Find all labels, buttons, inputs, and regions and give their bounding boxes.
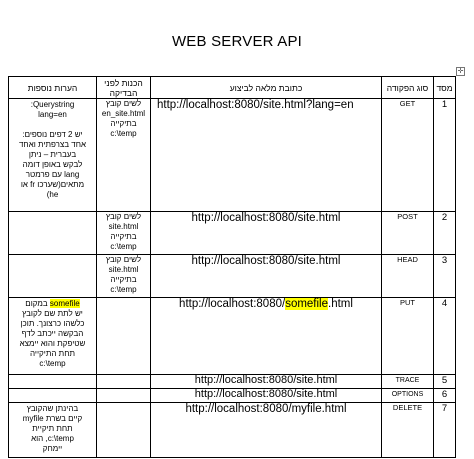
note-line: לבקש באופן דומה (22, 160, 83, 169)
preparation-notes (97, 403, 151, 458)
row-number: 3 (434, 255, 456, 298)
preparation-notes (97, 375, 151, 389)
table-row (9, 389, 456, 403)
additional-notes (9, 298, 97, 375)
http-method: TRACE (382, 375, 434, 389)
note-line: הבקשה ייכתב לדף (21, 329, 84, 338)
note-line: יש לתת שם לקובץ (22, 309, 83, 318)
table-row (9, 375, 456, 389)
document-title: WEB SERVER API (171, 33, 303, 50)
http-method: OPTIONS (382, 389, 434, 403)
prep-line: site.html (108, 222, 139, 231)
prep-line: c:\temp (110, 129, 137, 138)
row-number: 1 (434, 99, 456, 212)
note-line: somefile במקום (25, 299, 80, 308)
additional-notes (9, 375, 97, 389)
additional-notes (9, 389, 97, 403)
row-number: 7 (434, 403, 456, 458)
request-url (151, 389, 382, 403)
header-notes: הערות נוספות (9, 77, 97, 99)
http-method: PUT (382, 298, 434, 375)
url-text: http://localhost:8080/site.html (191, 212, 341, 224)
prep-line: לשים קובץ (105, 212, 142, 221)
prep-line: בתיקייה (110, 119, 137, 128)
row-number: 5 (434, 375, 456, 389)
note-line: Querystring: (30, 100, 75, 109)
url-text: http://localhost:8080/site.html (194, 388, 338, 400)
note-line (11, 120, 94, 130)
note-line: lang=en (38, 110, 67, 119)
url-text: http://localhost:8080/site.html?lang=en (157, 99, 354, 111)
note-line: he) (46, 190, 59, 199)
http-method: GET (382, 99, 434, 212)
note-line: בעברית – ניתן (28, 150, 77, 159)
request-url (151, 99, 382, 212)
http-method: POST (382, 212, 434, 255)
header-prep: הכנות לפני הבדיקה (97, 77, 151, 99)
additional-notes (9, 255, 97, 298)
note-line: תחת התיקייה (29, 349, 75, 358)
url-text: http://localhost:8080/somefile.html (179, 298, 353, 310)
preparation-notes (97, 255, 151, 298)
url-text: http://localhost:8080/site.html (194, 374, 338, 386)
note-line: יימחק (42, 444, 63, 453)
move-icon[interactable]: ✛ (457, 67, 464, 75)
prep-line: לשים קובץ (105, 99, 142, 108)
additional-notes (9, 212, 97, 255)
preparation-notes (97, 212, 151, 255)
http-method: DELETE (382, 403, 434, 458)
table-row (9, 99, 456, 212)
note-line: מתאים(שערכו fr או (20, 180, 85, 189)
note-line: בהינתן שהקובץ (26, 404, 79, 413)
api-table (8, 76, 456, 458)
table-row (9, 403, 456, 458)
note-line: lang עם פרמטר (25, 170, 80, 179)
request-url (151, 212, 382, 255)
prep-line: בתיקייה (110, 275, 137, 284)
url-text: http://localhost:8080/site.html (191, 255, 341, 267)
prep-line: לשים קובץ (105, 255, 142, 264)
preparation-notes (97, 99, 151, 212)
note-line: c:\temp (39, 359, 66, 368)
header-num: מסד (434, 77, 456, 99)
table-row (9, 255, 456, 298)
row-number: 4 (434, 298, 456, 375)
prep-line: en_site.html (101, 109, 146, 118)
note-line: תחת תיקיית (32, 424, 73, 433)
additional-notes (9, 403, 97, 458)
request-url (151, 298, 382, 375)
note-line: אחד בצרפתית ואחד (19, 140, 86, 149)
note-line: c:\temp, הוא (31, 434, 74, 443)
request-url (151, 255, 382, 298)
table-header-row (9, 77, 456, 99)
note-line: יש 2 דפים נוספים: (22, 130, 83, 139)
prep-line: site.html (108, 265, 139, 274)
note-line: שטיפקת והוא יימצא (19, 339, 86, 348)
header-url: כתובת מלאה לביצוע (151, 77, 382, 99)
highlighted-filename: somefile (285, 298, 329, 310)
prep-line: c:\temp (110, 242, 137, 251)
preparation-notes (97, 298, 151, 375)
note-line: קיים בשרת myfile (22, 414, 83, 423)
row-number: 2 (434, 212, 456, 255)
prep-line: c:\temp (110, 285, 137, 294)
header-type: סוג הפקודה (382, 77, 434, 99)
row-number: 6 (434, 389, 456, 403)
request-url (151, 403, 382, 458)
request-url (151, 375, 382, 389)
prep-line: בתיקייה (110, 232, 137, 241)
table-row (9, 298, 456, 375)
note-line: כלשהו כרצונך. תוכן (20, 319, 85, 328)
table-row (9, 212, 456, 255)
url-text: http://localhost:8080/myfile.html (185, 403, 347, 415)
http-method: HEAD (382, 255, 434, 298)
preparation-notes (97, 389, 151, 403)
additional-notes (9, 99, 97, 212)
